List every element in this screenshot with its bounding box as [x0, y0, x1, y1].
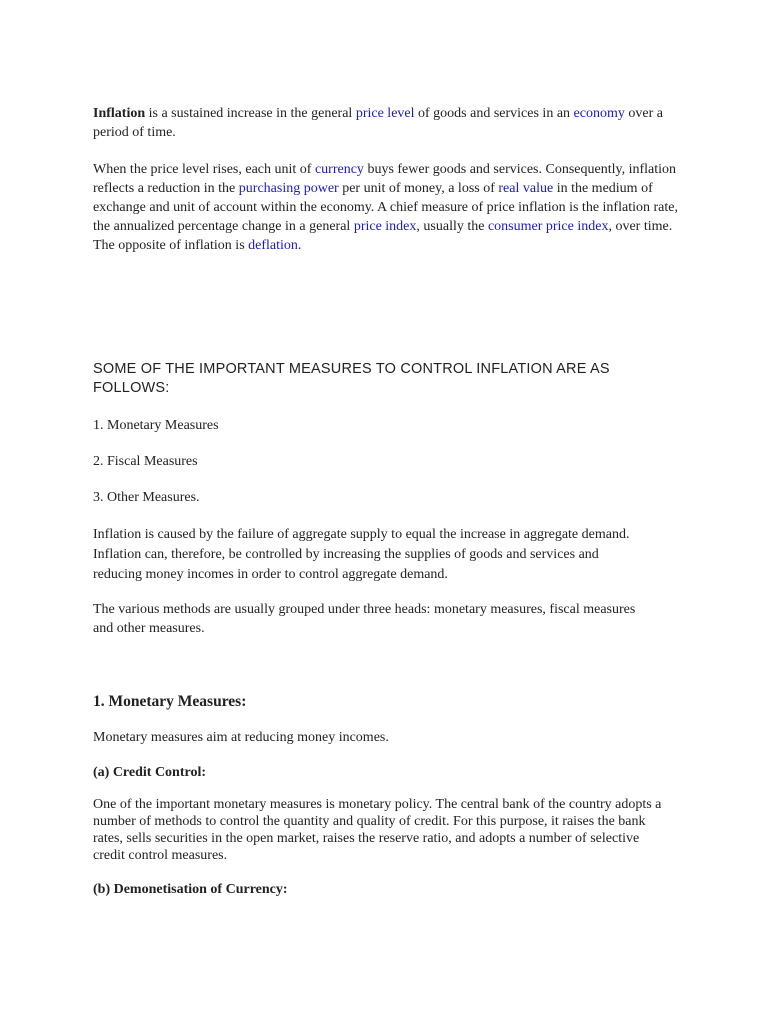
intro-paragraph [93, 104, 678, 142]
link-purchasing-power[interactable]: purchasing power [238, 181, 339, 196]
subheading-demonetisation: (b) Demonetisation of Currency: [93, 882, 288, 897]
link-currency[interactable]: currency [314, 162, 364, 177]
link-price-index[interactable]: price index [353, 219, 417, 234]
para2-text-1: When the price level rises, each unit of [93, 162, 315, 177]
intro-text-2: of goods and services in an [414, 106, 574, 121]
monetary-intro: Monetary measures aim at reducing money incomes. [93, 730, 389, 745]
para2-text-5: , usually the [416, 219, 488, 234]
intro-text-1: is a sustained increase in the general [145, 106, 356, 121]
groups-paragraph: The various methods are usually grouped under three heads: monetary measures, fiscal measures and other measures. [93, 602, 636, 636]
price-level-paragraph [93, 160, 678, 255]
inflation-term: Inflation [93, 106, 146, 121]
list-item-other: 3. Other Measures. [93, 490, 200, 505]
para2-text-3: per unit of money, a loss of [338, 181, 499, 196]
para2-text-6: , over time. The opposite of inflation is [93, 219, 673, 253]
list-item-monetary: 1. Monetary Measures [93, 418, 219, 433]
para2-text-4: in the medium of exchange and unit of account within the economy. A chief measure of price inflation is the inflation rate, the annualized percentage change in a general [93, 181, 678, 234]
link-consumer-price-index[interactable]: consumer price index [487, 219, 609, 234]
link-price-level[interactable]: price level [355, 106, 415, 121]
para2-text-2: buys fewer goods and services. Consequently, inflation reflects a reduction in the [93, 162, 677, 196]
link-economy[interactable]: economy [573, 106, 625, 121]
list-item-fiscal: 2. Fiscal Measures [93, 454, 198, 469]
measures-heading: SOME OF THE IMPORTANT MEASURES TO CONTROL INFLATION ARE AS FOLLOWS: [93, 361, 610, 396]
link-real-value[interactable]: real value [498, 181, 554, 196]
credit-control-paragraph: One of the important monetary measures is monetary policy. The central bank of the country adopts a number of methods to control the quantity and quality of credit. For this purpose, it raises the bank rates, sells securities in the open market, raises the reserve ratio, and adopts a number of selective credit control measures. [93, 797, 662, 863]
cause-paragraph: Inflation is caused by the failure of aggregate supply to equal the increase in aggregate demand. Inflation can, therefore, be controlled by increasing the supplies of goods and services and reducing money incomes in order to control aggregate demand. [93, 527, 630, 582]
section-heading-monetary: 1. Monetary Measures: [93, 693, 247, 710]
intro-text-3: over a period of time. [93, 106, 663, 140]
link-deflation[interactable]: deflation [248, 238, 298, 253]
para2-text-7: . [297, 238, 302, 253]
subheading-credit-control: (a) Credit Control: [93, 765, 207, 780]
